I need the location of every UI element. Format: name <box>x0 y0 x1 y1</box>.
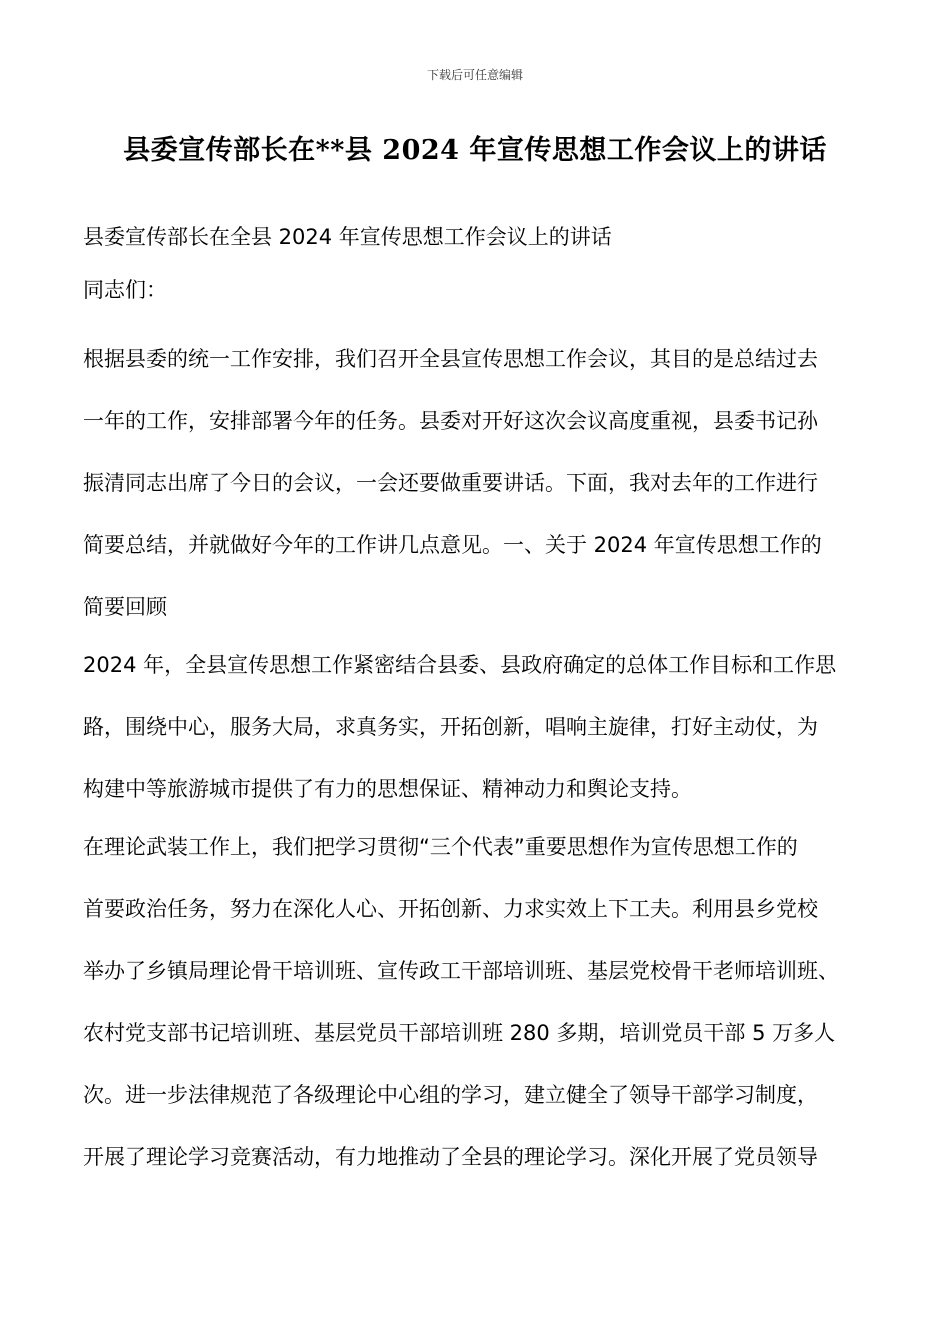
subtitle-line: 县委宣传部长在全县 2024 年宣传思想工作会议上的讲话 <box>83 225 612 249</box>
paragraph-line: 2024 年，全县宣传思想工作紧密结合县委、县政府确定的总体工作目标和工作思 <box>83 653 837 677</box>
paragraph-line: 开展了理论学习竞赛活动，有力地推动了全县的理论学习。深化开展了党员领导 <box>83 1145 818 1169</box>
header-note: 下载后可任意编辑 <box>426 68 523 82</box>
salutation-line: 同志们： <box>83 278 167 302</box>
paragraph-line: 简要回顾 <box>83 595 167 619</box>
paragraph-line: 振清同志出席了今日的会议，一会还要做重要讲话。下面，我对去年的工作进行 <box>83 471 818 495</box>
paragraph-line: 一年的工作，安排部署今年的任务。县委对开好这次会议高度重视，县委书记孙 <box>83 409 818 433</box>
paragraph-line: 在理论武装工作上，我们把学习贯彻“三个代表”重要思想作为宣传思想工作的 <box>83 835 798 859</box>
paragraph-line: 举办了乡镇局理论骨干培训班、宣传政工干部培训班、基层党校骨干老师培训班、 <box>83 959 839 983</box>
paragraph-line: 根据县委的统一工作安排，我们召开全县宣传思想工作会议，其目的是总结过去 <box>83 347 818 371</box>
paragraph-line: 简要总结，并就做好今年的工作讲几点意见。一、关于 2024 年宣传思想工作的 <box>83 533 822 557</box>
paragraph-line: 首要政治任务，努力在深化人心、开拓创新、力求实效上下工夫。利用县乡党校 <box>83 897 818 921</box>
paragraph-line: 构建中等旅游城市提供了有力的思想保证、精神动力和舆论支持。 <box>83 777 692 801</box>
paragraph-line: 农村党支部书记培训班、基层党员干部培训班 280 多期，培训党员干部 5 万多人 <box>83 1021 836 1045</box>
document-body <box>83 218 873 1188</box>
paragraph-line: 次。进一步法律规范了各级理论中心组的学习，建立健全了领导干部学习制度， <box>83 1083 818 1107</box>
document-title: 县委宣传部长在**县 2024 年宣传思想工作会议上的讲话 <box>123 135 827 166</box>
paragraph-line: 路，围绕中心，服务大局，求真务实，开拓创新，唱响主旋律，打好主动仗，为 <box>83 715 818 739</box>
